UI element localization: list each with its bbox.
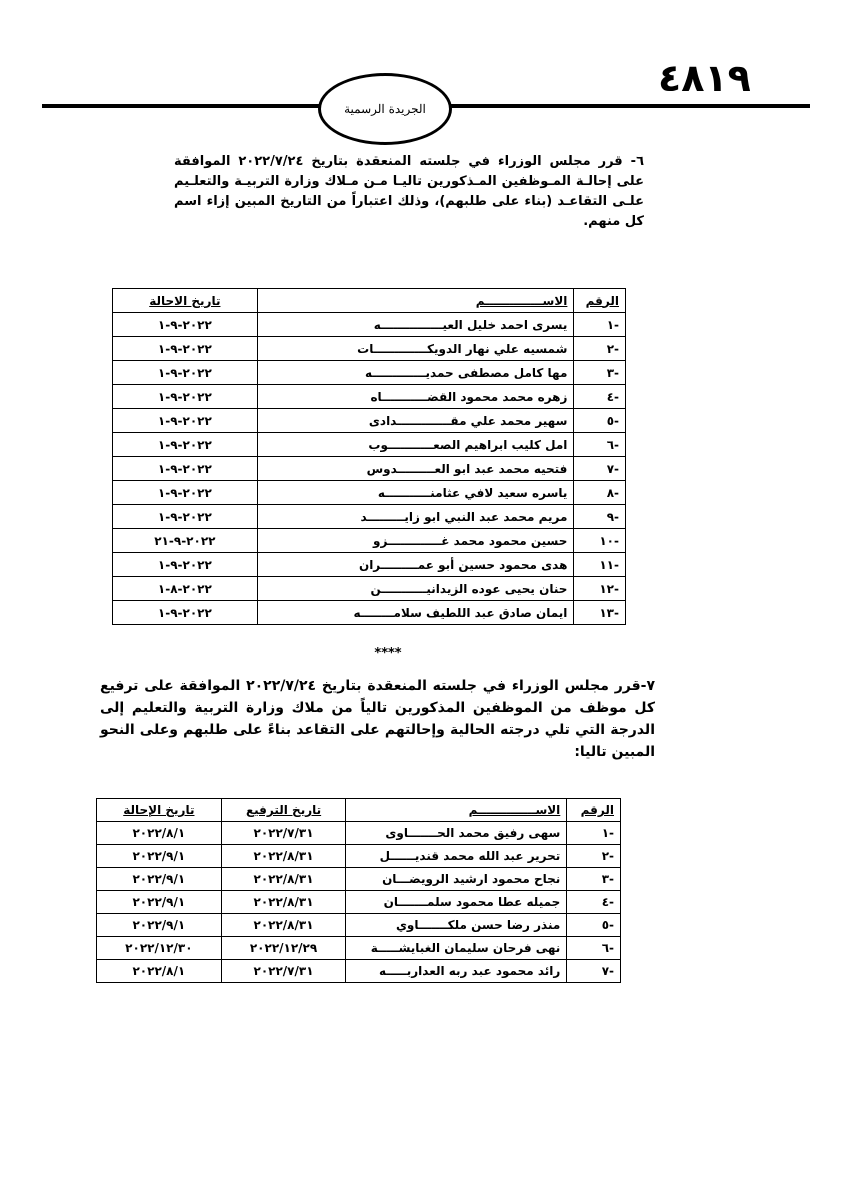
cell-num: -٥ <box>574 409 626 433</box>
table-row <box>113 505 626 529</box>
cell-retirement-date: ٢٠٢٢-٩-١ <box>113 433 258 457</box>
table-row <box>113 433 626 457</box>
cell-promotion-date: ٢٠٢٢/٧/٣١ <box>221 822 346 845</box>
cell-retirement-date: ٢٠٢٢-٩-١ <box>113 553 258 577</box>
section6-paragraph: ٦- قرر مجلس الوزراء في جلسته المنعقدة بتاريخ ٢٠٢٢/٧/٢٤ الموافقة على إحالـة المـوظفين المـذكورين تاليـا مـن مـلاك وزارة التربيـة والتعلـيم علـى التقاعـد (بناء على طلبهم)، وذلك اعتباراً من التاريخ المبين إزاء اسم كل منهم. <box>174 154 644 229</box>
cell-name: حنان يحيى عوده الزيدانيـــــــــــن <box>257 577 574 601</box>
cell-name: مها كامل مصطفى حمديـــــــــــــه <box>257 361 574 385</box>
cell-retirement-date: ٢٠٢٢/٩/١ <box>97 868 222 891</box>
table-row <box>113 529 626 553</box>
promotion-table <box>96 798 621 983</box>
cell-retirement-date: ٢٠٢٢-٨-١ <box>113 577 258 601</box>
table-header-row <box>97 799 621 822</box>
cell-name: شمسيه علي نهار الدويكـــــــــــــات <box>257 337 574 361</box>
cell-name: هدى محمود حسين أبو عمـــــــــران <box>257 553 574 577</box>
cell-name: حسين محمود محمد غـــــــــــــزو <box>257 529 574 553</box>
cell-retirement-date: ٢٠٢٢/١٢/٣٠ <box>97 937 222 960</box>
cell-num: -٣ <box>574 361 626 385</box>
cell-num: -١٠ <box>574 529 626 553</box>
cell-retirement-date: ٢٠٢٢/٨/١ <box>97 960 222 983</box>
cell-num: -٦ <box>567 937 621 960</box>
table-row <box>97 845 621 868</box>
cell-retirement-date: ٢٠٢٢-٩-١ <box>113 361 258 385</box>
cell-num: -٨ <box>574 481 626 505</box>
table-row <box>113 313 626 337</box>
cell-retirement-date: ٢٠٢٢/٩/١ <box>97 891 222 914</box>
cell-num: -٩ <box>574 505 626 529</box>
table-row <box>97 822 621 845</box>
table-row <box>113 481 626 505</box>
retirement-table-body <box>113 313 626 625</box>
cell-retirement-date: ٢٠٢٢/٩/١ <box>97 914 222 937</box>
cell-num: -١٢ <box>574 577 626 601</box>
cell-retirement-date: ٢٠٢٢-٩-١ <box>113 601 258 625</box>
cell-retirement-date: ٢٠٢٢-٩-١ <box>113 409 258 433</box>
cell-name: ياسره سعيد لافي عثامنـــــــــــه <box>257 481 574 505</box>
table-row <box>97 960 621 983</box>
cell-num: -٢ <box>567 845 621 868</box>
cell-name: يسرى احمد خليل العيـــــــــــــــه <box>257 313 574 337</box>
cell-name: ايمان صادق عبد اللطيف سلامــــــــه <box>257 601 574 625</box>
page-number: ٤٨١٩ <box>658 56 751 100</box>
section7-paragraph: ٧-قرر مجلس الوزراء في جلسته المنعقدة بتاريخ ٢٠٢٢/٧/٢٤ الموافقة على ترفيع كل موظف من الموظفين المذكورين تالياً من ملاك وزارة التربية والتعليم إلى الدرجة التي تلي درجته الحالية وإحالتهم على التقاعد بناءً على طلبهم وعلى النحو المبين تاليا: <box>100 678 655 760</box>
cell-name: فتحيه محمد عبد ابو العـــــــــدوس <box>257 457 574 481</box>
cell-retirement-date: ٢٠٢٢/٩/١ <box>97 845 222 868</box>
cell-num: -٥ <box>567 914 621 937</box>
cell-num: -١٣ <box>574 601 626 625</box>
table-row <box>113 577 626 601</box>
cell-retirement-date: ٢٠٢٢/٨/١ <box>97 822 222 845</box>
table-row <box>97 891 621 914</box>
section-separator: **** <box>374 646 402 661</box>
table-row <box>113 601 626 625</box>
cell-num: -١ <box>567 822 621 845</box>
cell-promotion-date: ٢٠٢٢/٨/٣١ <box>221 914 346 937</box>
cell-num: -٧ <box>574 457 626 481</box>
cell-name: رائد محمود عبد ربه العداربـــــه <box>346 960 567 983</box>
retirement-table <box>112 288 626 625</box>
table-row <box>97 914 621 937</box>
cell-name: جميله عطا محمود سلمـــــــان <box>346 891 567 914</box>
table-row <box>113 553 626 577</box>
table-row <box>113 385 626 409</box>
cell-retirement-date: ٢٠٢٢-٩-١ <box>113 481 258 505</box>
table-row <box>97 868 621 891</box>
cell-num: -٤ <box>567 891 621 914</box>
cell-name: منذر رضا حسن ملكـــــــاوي <box>346 914 567 937</box>
cell-name: مريم محمد عبد النبي ابو زايـــــــــد <box>257 505 574 529</box>
cell-name: امل كليب ابراهيم الصعـــــــــــوب <box>257 433 574 457</box>
table-row <box>113 409 626 433</box>
cell-num: -٤ <box>574 385 626 409</box>
header-name: الاســــــــــــــم <box>257 289 574 313</box>
cell-name: زهره محمد محمود القضـــــــــــاه <box>257 385 574 409</box>
cell-promotion-date: ٢٠٢٢/١٢/٢٩ <box>221 937 346 960</box>
cell-name: نجاح محمود ارشيد الرويضـــان <box>346 868 567 891</box>
header-retirement-date: تاريخ الإحالة <box>97 799 222 822</box>
table-row <box>113 457 626 481</box>
cell-name: سهير محمد علي مقـــــــــــــدادى <box>257 409 574 433</box>
cell-promotion-date: ٢٠٢٢/٨/٣١ <box>221 845 346 868</box>
cell-retirement-date: ٢٠٢٢-٩-١ <box>113 337 258 361</box>
table-header-row <box>113 289 626 313</box>
gazette-title-oval <box>318 73 452 145</box>
cell-retirement-date: ٢٠٢٢-٩-١ <box>113 505 258 529</box>
cell-num: -٦ <box>574 433 626 457</box>
cell-name: تحرير عبد الله محمد قنديــــــل <box>346 845 567 868</box>
table-row <box>113 337 626 361</box>
cell-num: -١١ <box>574 553 626 577</box>
cell-name: نهى فرحان سليمان الغبايشـــــة <box>346 937 567 960</box>
gazette-title: الجريدة الرسمية <box>344 102 426 116</box>
cell-retirement-date: ٢٠٢٢-٩-١ <box>113 385 258 409</box>
cell-retirement-date: ٢٠٢٢-٩-١ <box>113 313 258 337</box>
cell-retirement-date: ٢٠٢٢-٩-٢١ <box>113 529 258 553</box>
cell-num: -٣ <box>567 868 621 891</box>
table-row <box>113 361 626 385</box>
header-num: الرقم <box>567 799 621 822</box>
cell-num: -٧ <box>567 960 621 983</box>
cell-retirement-date: ٢٠٢٢-٩-١ <box>113 457 258 481</box>
cell-promotion-date: ٢٠٢٢/٧/٣١ <box>221 960 346 983</box>
cell-promotion-date: ٢٠٢٢/٨/٣١ <box>221 891 346 914</box>
header-promotion-date: تاريخ الترفيع <box>221 799 346 822</box>
header-num: الرقم <box>574 289 626 313</box>
header-name: الاســــــــــــــم <box>346 799 567 822</box>
cell-num: -٢ <box>574 337 626 361</box>
header-retirement-date: تاريخ الاحالة <box>113 289 258 313</box>
cell-num: -١ <box>574 313 626 337</box>
cell-name: سهى رفيق محمد الحـــــــاوى <box>346 822 567 845</box>
table-row <box>97 937 621 960</box>
cell-promotion-date: ٢٠٢٢/٨/٣١ <box>221 868 346 891</box>
promotion-table-body <box>97 822 621 983</box>
